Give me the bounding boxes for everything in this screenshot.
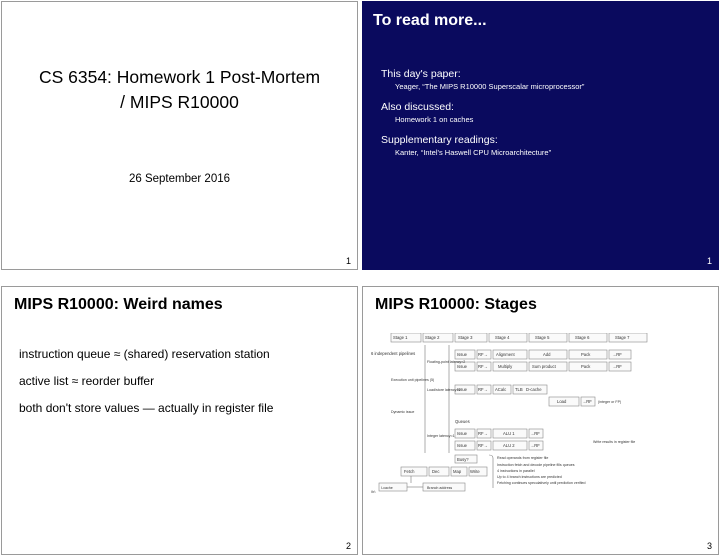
cell: RF→ bbox=[478, 431, 488, 436]
reading-label: This day's paper: bbox=[381, 68, 461, 80]
cell: RF→ bbox=[478, 352, 488, 357]
front-stage: Dec bbox=[432, 469, 440, 474]
left-label: Floating-point latency=2 bbox=[427, 360, 466, 364]
reading-item bbox=[381, 101, 584, 124]
front-stage: Fetch bbox=[404, 469, 415, 474]
text-line: both don't store values — actually in register file bbox=[19, 401, 274, 415]
note: Read operands from register file bbox=[497, 456, 549, 460]
slide-reading bbox=[362, 1, 719, 270]
cell: Sum product bbox=[532, 364, 556, 369]
cell: D-cache bbox=[526, 387, 542, 392]
cell: Issue bbox=[457, 352, 468, 357]
stage-label: Stage 1 bbox=[393, 335, 408, 340]
note: Up to 4 branch instructions are predicted bbox=[497, 475, 562, 479]
reading-item bbox=[381, 134, 584, 157]
slide-title-text bbox=[2, 65, 357, 115]
reading-detail: Kanter, “Intel's Haswell CPU Microarchitecture” bbox=[395, 148, 552, 157]
left-label: 6 independent pipelines bbox=[371, 351, 416, 356]
cell: Issue bbox=[457, 431, 468, 436]
left-label: Integer latency=1 bbox=[427, 434, 455, 438]
reading-item bbox=[381, 68, 584, 91]
slide-heading: MIPS R10000: Stages bbox=[375, 296, 537, 313]
cell: ALU 1 bbox=[503, 431, 515, 436]
cell: ACalc bbox=[495, 387, 507, 392]
cell: (integer or FP) bbox=[598, 400, 622, 404]
cell: Pack bbox=[581, 352, 591, 357]
stage-label: Stage 4 bbox=[495, 335, 510, 340]
figure-caption: (b) bbox=[371, 490, 376, 493]
cell: →RF bbox=[612, 352, 622, 357]
date: 26 September 2016 bbox=[128, 173, 231, 185]
cell: Issue bbox=[457, 387, 468, 392]
cell: Pack bbox=[581, 364, 591, 369]
reading-detail: Homework 1 on caches bbox=[395, 115, 474, 124]
cell: →RF bbox=[530, 431, 540, 436]
note: Fetching continues speculatively until prediction verified bbox=[497, 481, 586, 485]
cell: RF→ bbox=[478, 387, 488, 392]
text-line: active list ≈ reorder buffer bbox=[19, 374, 155, 388]
queues-label: Queues bbox=[455, 419, 470, 424]
stage-label: Stage 2 bbox=[425, 335, 440, 340]
cell: RF→ bbox=[478, 364, 488, 369]
slide-weird-names bbox=[1, 286, 358, 555]
cell: TLB bbox=[515, 387, 523, 392]
page-number: 2 bbox=[345, 541, 351, 551]
cell: Issue bbox=[457, 443, 468, 448]
stage-label: Stage 5 bbox=[535, 335, 550, 340]
note: Instruction fetch and decode pipeline fills queues bbox=[497, 463, 575, 467]
pipeline-diagram bbox=[371, 333, 711, 493]
icache-label: I-cache bbox=[381, 486, 393, 490]
title-line-1: CS 6354: Homework 1 Post-Mortem bbox=[38, 67, 321, 87]
reading-list bbox=[381, 68, 584, 167]
slide-title bbox=[1, 1, 358, 270]
page-number: 3 bbox=[706, 541, 712, 551]
stage-label: Stage 3 bbox=[458, 335, 473, 340]
left-label: Load/store latency=2 bbox=[427, 388, 461, 392]
text-line: instruction queue ≈ (shared) reservation station bbox=[19, 347, 270, 361]
stage-label: Stage 7 bbox=[615, 335, 630, 340]
write-results-label: Write results in register file bbox=[593, 440, 636, 444]
busy-label: Busy? bbox=[457, 457, 469, 462]
branch-label: Branch address bbox=[427, 486, 453, 490]
front-stage: Map bbox=[453, 469, 462, 474]
cell: →RF bbox=[612, 364, 622, 369]
slide-heading: To read more... bbox=[373, 12, 487, 29]
left-label: Execution unit pipelines (5) bbox=[391, 378, 435, 382]
page-number: 1 bbox=[345, 256, 351, 266]
reading-label: Also discussed: bbox=[381, 101, 454, 113]
stage-label: Stage 6 bbox=[575, 335, 590, 340]
cell: →RF bbox=[530, 443, 540, 448]
cell: Add bbox=[543, 352, 551, 357]
cell: →RF bbox=[582, 399, 592, 404]
cell: RF→ bbox=[478, 443, 488, 448]
left-label: Dynamic issue bbox=[391, 410, 415, 414]
title-line-2: / MIPS R10000 bbox=[120, 92, 239, 112]
cell: Load bbox=[557, 399, 567, 404]
reading-label: Supplementary readings: bbox=[381, 134, 498, 146]
page-number: 1 bbox=[706, 256, 712, 266]
note: 4 instructions in parallel bbox=[497, 469, 535, 473]
cell: Multiply bbox=[498, 364, 513, 369]
cell: Alignment bbox=[496, 352, 515, 357]
cell: Issue bbox=[457, 364, 468, 369]
front-stage: Write bbox=[470, 469, 480, 474]
cell: ALU 2 bbox=[503, 443, 515, 448]
slide-stages bbox=[362, 286, 719, 555]
reading-detail: Yeager, “The MIPS R10000 Superscalar microprocessor” bbox=[395, 82, 585, 91]
slide-heading: MIPS R10000: Weird names bbox=[14, 296, 223, 313]
